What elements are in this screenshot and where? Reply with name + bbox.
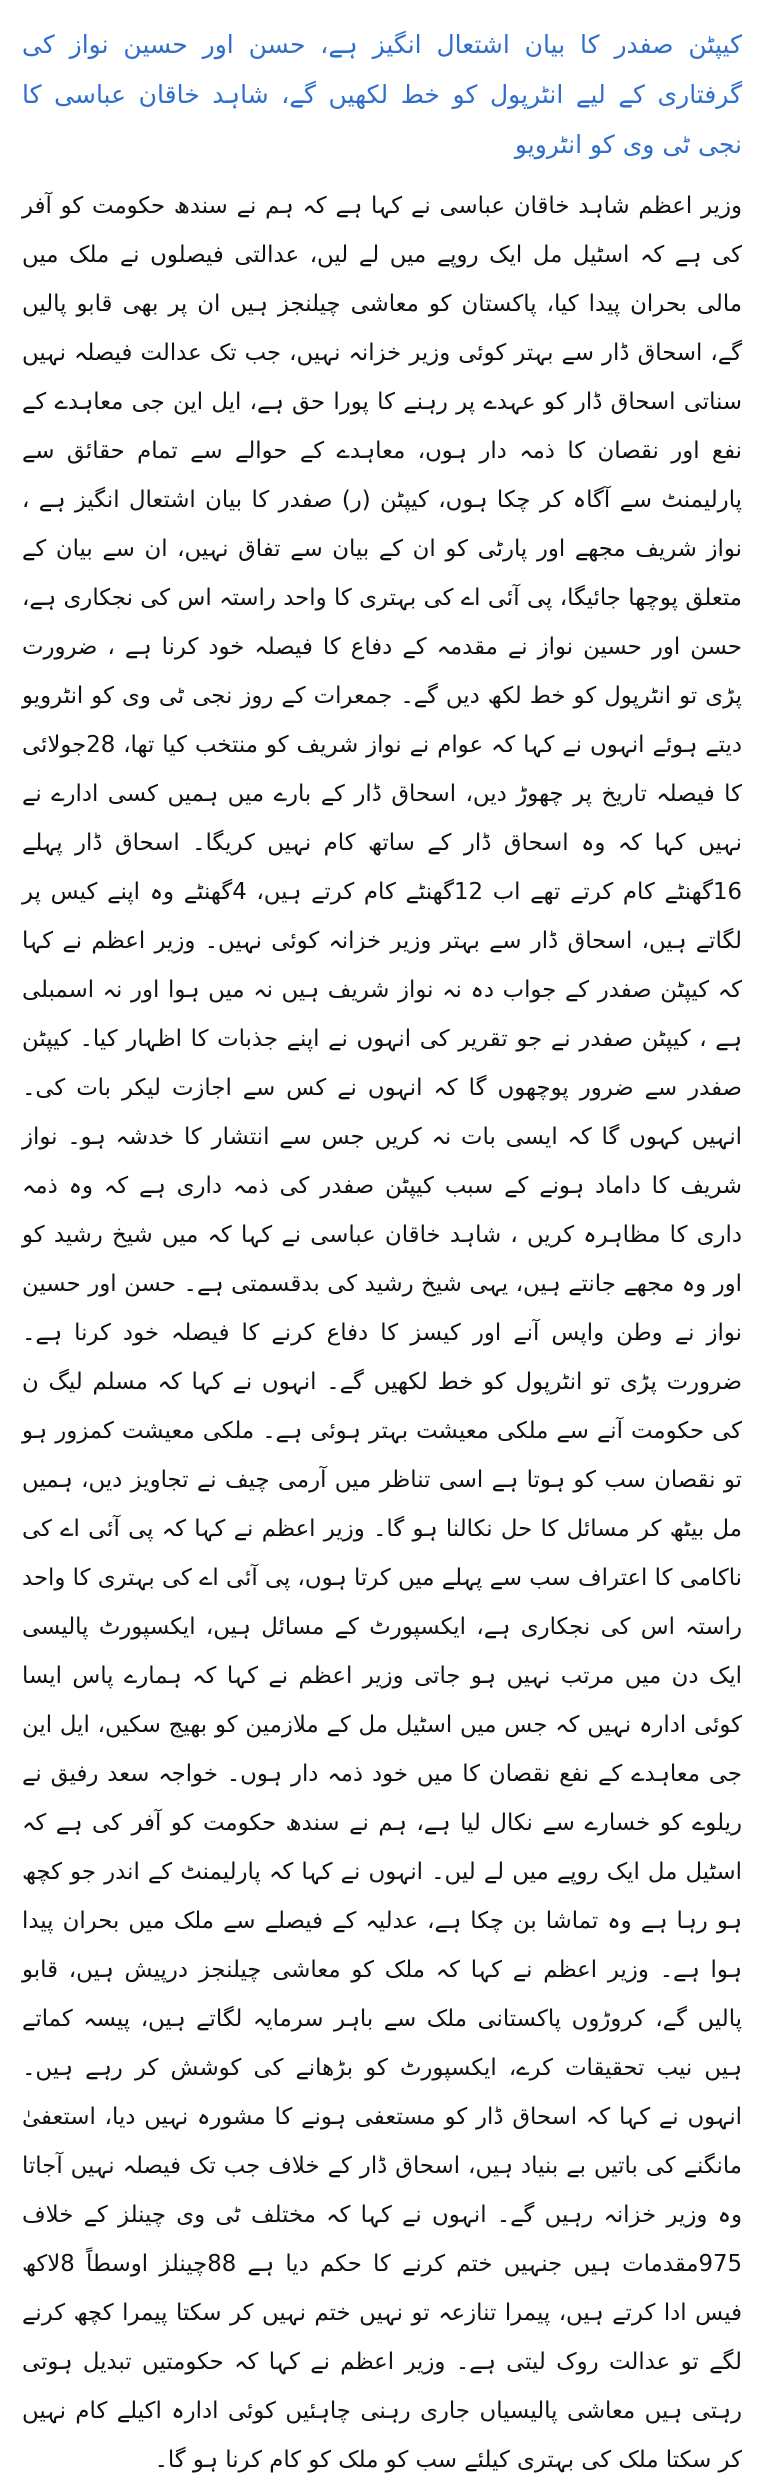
article-headline: کیپٹن صفدر کا بیان اشتعال انگیز ہے، حسن اور حسین نواز کی گرفتاری کے لیے انٹرپول کو خط لکھیں گے، شاہد خاقان عباسی کا نجی ٹی وی کو انٹرویو	[22, 30, 742, 159]
article-body: وزیر اعظم شاہد خاقان عباسی نے کہا ہے کہ ہم نے سندھ حکومت کو آفر کی ہے کہ اسٹیل مل ایک روپے میں لے لیں، عدالتی فیصلوں نے ملک میں مالی بحران پیدا کیا، پاکستان کو معاشی چیلنجز ہیں ان پر بھی قابو پالیں گے، اسحاق ڈار سے بہتر کوئی وزیر خزانہ نہیں، جب تک عدالت فیصلہ نہیں سناتی اسحاق ڈار کو عہدے پر رہنے کا پورا حق ہے، ایل این جی معاہدے کے نفع اور نقصان کا ذمہ دار ہوں، معاہدے کے حوالے سے تمام حقائق سے پارلیمنٹ سے آگاہ کر چکا ہوں، کیپٹن (ر) صفدر کا بیان اشتعال انگیز ہے ، نواز شریف مجھے اور پارٹی کو ان کے بیان سے تفاق نہیں، ان سے بیان کے متعلق پوچھا جائیگا، پی آئی اے کی بہتری کا واحد راستہ اس کی نجکاری ہے، حسن اور حسین نواز نے مقدمہ کے دفاع کا فیصلہ خود کرنا ہے ، ضرورت پڑی تو انٹرپول کو خط لکھ دیں گے۔ جمعرات کے روز نجی ٹی وی کو انٹرویو دیتے ہوئے انہوں نے کہا کہ عوام نے نواز شریف کو منتخب کیا تھا، 28جولائی کا فیصلہ تاریخ پر چھوڑ دیں، اسحاق ڈار کے بارے میں ہمیں کسی ادارے نے نہیں کہا کہ وہ اسحاق ڈار کے ساتھ کام نہیں کریگا۔ اسحاق ڈار پہلے 16گھنٹے کام کرتے تھے اب 12گھنٹے کام کرتے ہیں، 4گھنٹے وہ اپنے کیس پر لگاتے ہیں، اسحاق ڈار سے بہتر وزیر خزانہ کوئی نہیں۔ وزیر اعظم نے کہا کہ کیپٹن صفدر کے جواب دہ نہ نواز شریف ہیں نہ میں ہوا اور نہ اسمبلی ہے ، کیپٹن صفدر نے جو تقریر کی انہوں نے اپنے جذبات کا اظہار کیا۔ کیپٹن صفدر سے ضرور پوچھوں گا کہ انہوں نے کس سے اجازت لیکر بات کی۔ انہیں کہوں گا کہ ایسی بات نہ کریں جس سے انتشار کا خدشہ ہو۔ نواز شریف کا داماد ہونے کے سبب کیپٹن صفدر کی ذمہ داری ہے کہ وہ ذمہ داری کا مظاہرہ کریں ، شاہد خاقان عباسی نے کہا کہ میں شیخ رشید کو اور وہ مجھے جانتے ہیں، یہی شیخ رشید کی بدقسمتی ہے۔ حسن اور حسین نواز نے وطن واپس آنے اور کیسز کا دفاع کرنے کا فیصلہ خود کرنا ہے۔ ضرورت پڑی تو انٹرپول کو خط لکھیں گے۔ انہوں نے کہا کہ مسلم لیگ ن کی حکومت آنے سے ملکی معیشت بہتر ہوئی ہے۔ ملکی معیشت کمزور ہو تو نقصان سب کو ہوتا ہے اسی تناظر میں آرمی چیف نے تجاویز دیں، ہمیں مل بیٹھ کر مسائل کا حل نکالنا ہو گا۔ وزیر اعظم نے کہا کہ پی آئی اے کی ناکامی کا اعتراف سب سے پہلے میں کرتا ہوں، پی آئی اے کی بہتری کا واحد راستہ اس کی نجکاری ہے، ایکسپورٹ کے مسائل ہیں، ایکسپورٹ پالیسی ایک دن میں مرتب نہیں ہو جاتی وزیر اعظم نے کہا کہ ہمارے پاس ایسا کوئی ادارہ نہیں کہ جس میں اسٹیل مل کے ملازمین کو بھیج سکیں، ایل این جی معاہدے کے نفع نقصان کا میں خود ذمہ دار ہوں۔ خواجہ سعد رفیق نے ریلوے کو خسارے سے نکال لیا ہے، ہم نے سندھ حکومت کو آفر کی ہے کہ اسٹیل مل ایک روپے میں لے لیں۔ انہوں نے کہا کہ پارلیمنٹ کے اندر جو کچھ ہو رہا ہے وہ تماشا بن چکا ہے، عدلیہ کے فیصلے سے ملک میں بحران پیدا ہوا ہے۔ وزیر اعظم نے کہا کہ ملک کو معاشی چیلنجز درپیش ہیں، قابو پالیں گے، کروڑوں پاکستانی ملک سے باہر سرمایہ لگاتے ہیں، پیسہ کماتے ہیں نیب تحقیقات کرے، ایکسپورٹ کو بڑھانے کی کوشش کر رہے ہیں۔ انہوں نے کہا کہ اسحاق ڈار کو مستعفی ہونے کا مشورہ نہیں دیا، استعفیٰ مانگنے کی باتیں بے بنیاد ہیں، اسحاق ڈار کے خلاف جب تک فیصلہ نہیں آجاتا وہ وزیر خزانہ رہیں گے۔ انہوں نے کہا کہ مختلف ٹی وی چینلز کے خلاف 975مقدمات ہیں جنہیں ختم کرنے کا حکم دیا ہے 88چینلز اوسطاً 8لاکھ فیس ادا کرتے ہیں، پیمرا تنازعہ تو نہیں ختم نہیں کر سکتا پیمرا کچھ کرنے لگے تو عدالت روک لیتی ہے۔ وزیر اعظم نے کہا کہ حکومتیں تبدیل ہوتی رہتی ہیں معاشی پالیسیاں جاری رہنی چاہئیں کوئی ادارہ اکیلے کام نہیں کر سکتا ملک کی بہتری کیلئے سب کو ملک کو کام کرنا ہو گا۔	[22, 193, 742, 2473]
